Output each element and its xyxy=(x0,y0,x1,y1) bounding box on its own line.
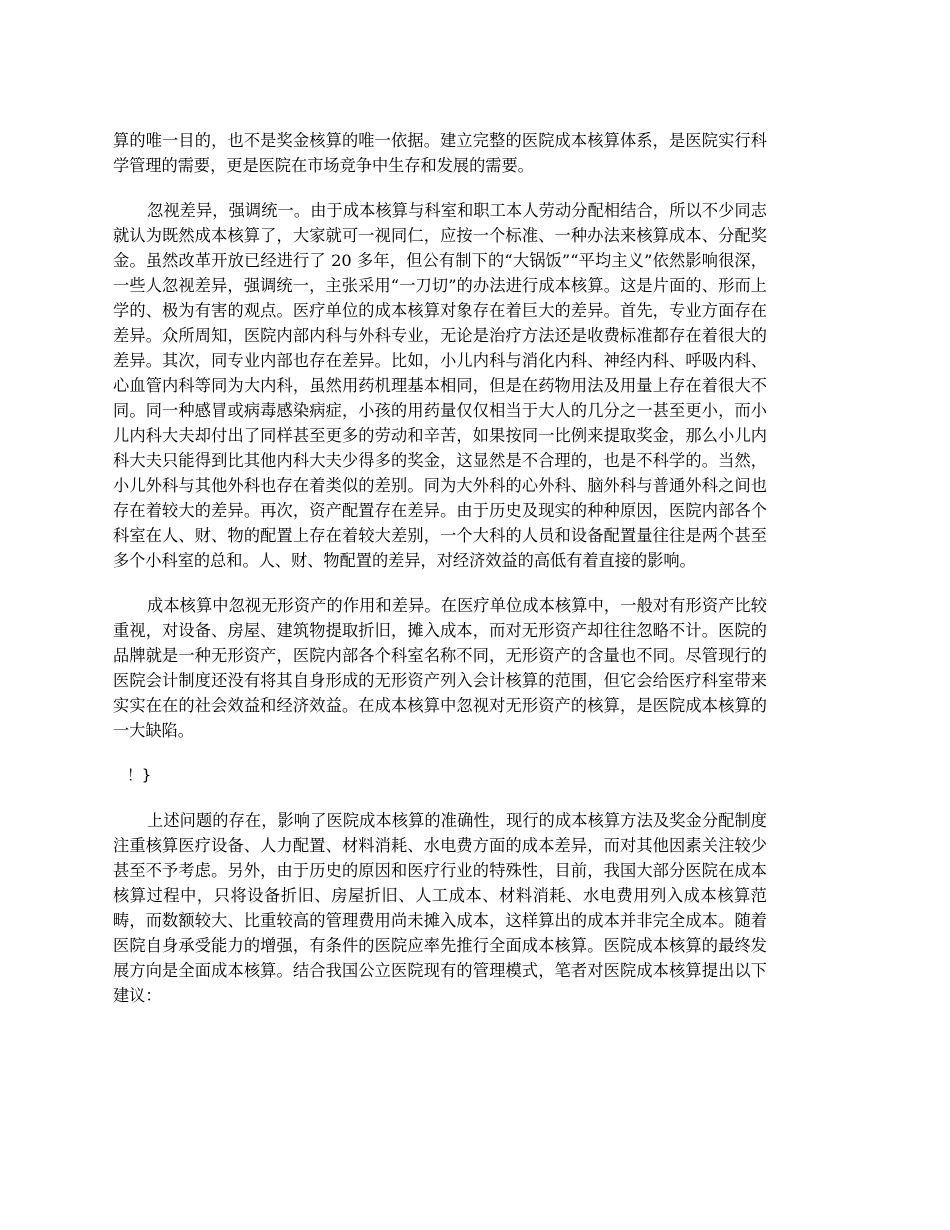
ocr-fragment: ！} xyxy=(127,766,152,784)
paragraph-intangible-assets: 成本核算中忽视无形资产的作用和差异。在医疗单位成本核算中，一般对有形资产比较重视，对设备、房屋、建筑物提取折旧，摊入成本，而对无形资产却往往忽略不计。医院的品牌就是一种无形资产，医院内部各个科室名称不同，无形资产的含量也不同。尽管现行的医院会计制度还没有将其自身形成的无形资产列入会计核算的范围，但它会给医疗科室带来实实在在的社会效益和经济效益。在成本核算中忽视对无形资产的核算，是医院成本核算的一大缺陷。 xyxy=(113,596,767,740)
paragraph-continuation: 算的唯一目的，也不是奖金核算的唯一依据。建立完整的医院成本核算体系，是医院实行科学管理的需要，更是医院在市场竞争中生存和发展的需要。 xyxy=(113,131,767,175)
document-page xyxy=(113,128,767,1028)
paragraph-ignoring-differences: 忽视差异，强调统一。由于成本核算与科室和职工本人劳动分配相结合，所以不少同志就认为既然成本核算了，大家就可一视同仁，应按一个标准、一种办法来核算成本、分配奖金。虽然改革开放已经进行了 20 多年，但公有制下的“大锅饭”“平均主义”依然影响很深，一些人忽视差异，强调统一，主张采用“一刀切”的办法进行成本核算。这是片面的、形而上学的、极为有害的观点。医疗单位的成本核算对象存在着巨大的差异。首先，专业方面存在差异。众所周知，医院内部内科与外科专业，无论是治疗方法还是收费标准都存在着很大的差异。其次，同专业内部也存在差异。比如，小儿内科与消化内科、神经内科、呼吸内科、心血管内科等同为大内科，虽然用药机理基本相同，但是在药物用法及用量上存在着很大不同。同一种感冒或病毒感染病症，小孩的用药量仅仅相当于大人的几分之一甚至更小，而小儿内科大夫却付出了同样甚至更多的劳动和辛苦，如果按同一比例来提取奖金，那么小儿内科大夫只能得到比其他内科大夫少得多的奖金，这显然是不合理的，也是不科学的。当然，小儿外科与其他外科也存在着类似的差别。同为大外科的心外科、脑外科与普通外科之间也存在着较大的差异。再次，资产配置存在差异。由于历史及现实的种种原因，医院内部各个科室在人、财、物的配置上存在着较大差别，一个大科的人员和设备配置量往往是两个甚至多个小科室的总和。人、财、物配置的差异，对经济效益的高低有着直接的影响。 xyxy=(113,201,767,570)
paragraph-suggestions-intro: 上述问题的存在，影响了医院成本核算的准确性，现行的成本核算方法及奖金分配制度注重核算医疗设备、人力配置、材料消耗、水电费方面的成本差异，而对其他因素关注较少甚至不予考虑。另外，由于历史的原因和医疗行业的特殊性，目前，我国大部分医院在成本核算过程中，只将设备折旧、房屋折旧、人工成本、材料消耗、水电费用列入成本核算范畴，而数额较大、比重较高的管理费用尚未摊入成本，这样算出的成本并非完全成本。随着医院自身承受能力的增强，有条件的医院应率先推行全面成本核算。医院成本核算的最终发展方向是全面成本核算。结合我国公立医院现有的管理模式，笔者对医院成本核算提出以下建议： xyxy=(113,811,767,1005)
